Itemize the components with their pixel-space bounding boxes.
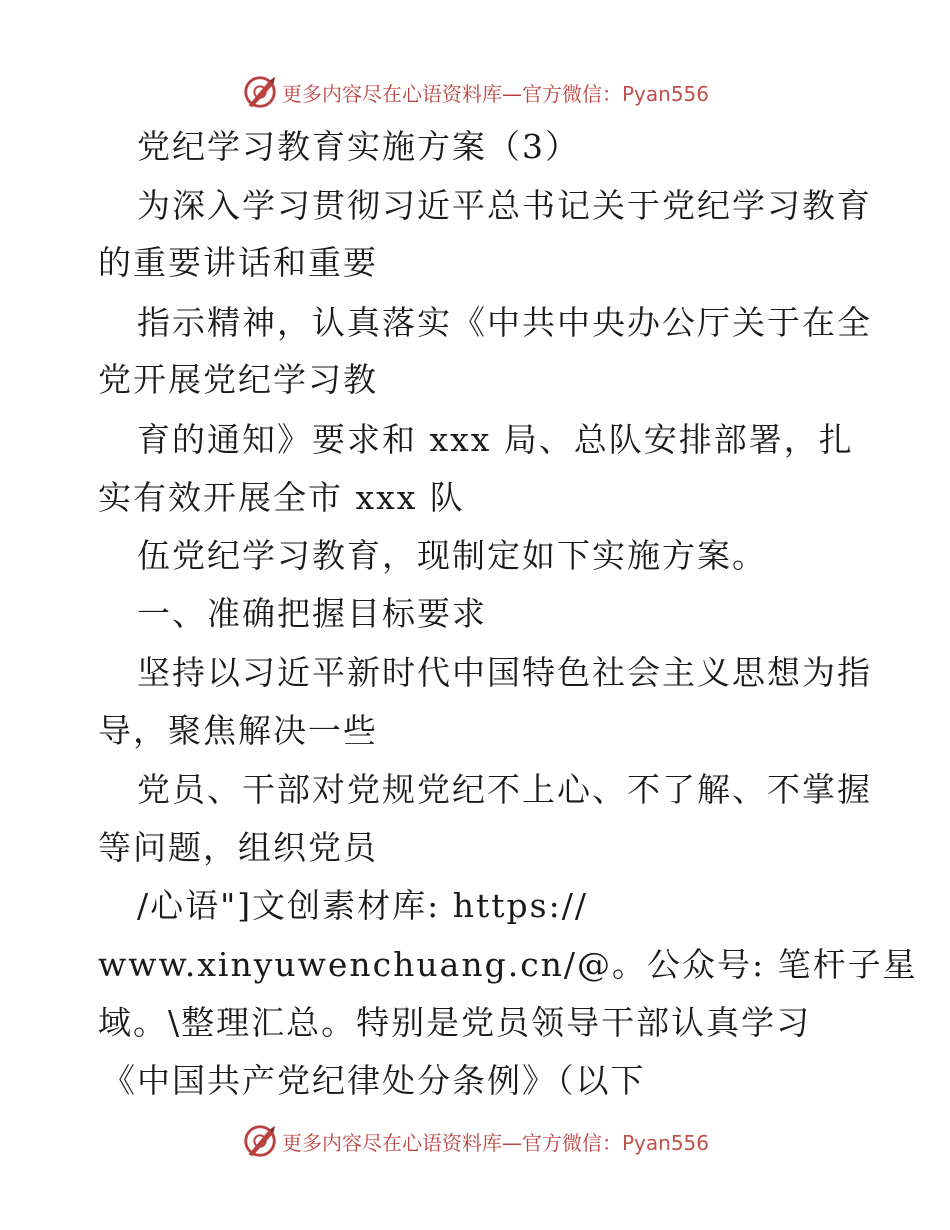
document-title: 党纪学习教育实施方案（3）: [137, 127, 580, 166]
paragraph-line: 坚持以习近平新时代中国特色社会主义思想为指: [137, 653, 872, 692]
section-heading: 一、准确把握目标要求: [137, 594, 487, 633]
logo-icon: [241, 1122, 279, 1160]
paragraph-line: 党开展党纪学习教: [98, 360, 378, 399]
paragraph-line: 指示精神，认真落实《中共中央办公厅关于在全: [137, 303, 872, 342]
paragraph-line: 实有效开展全市 xxx 队: [98, 478, 465, 517]
paragraph-line: 伍党纪学习教育，现制定如下实施方案。: [137, 536, 767, 575]
paragraph-line: 党员、干部对党规党纪不上心、不了解、不掌握: [137, 770, 872, 809]
paragraph-line: 育的通知》要求和 xxx 局、总队安排部署，扎: [137, 420, 854, 459]
logo-icon: [241, 73, 279, 111]
paragraph-line: 的重要讲话和重要: [98, 243, 378, 282]
watermark-header: [0, 72, 950, 112]
paragraph-line: 导，聚焦解决一些: [98, 711, 378, 750]
paragraph-line: 《中国共产党纪律处分条例》（以下: [102, 1061, 646, 1100]
paragraph-line: www.xinyuwenchuang.cn/@。公众号: 笔杆子星: [98, 945, 918, 984]
paragraph-line: 域。\整理汇总。特别是党员领导干部认真学习: [98, 1003, 812, 1042]
watermark-text: 更多内容尽在心语资料库—官方微信：Pyan556: [281, 81, 709, 106]
watermark-footer: [0, 1121, 950, 1161]
paragraph-line: 为深入学习贯彻习近平总书记关于党纪学习教育: [137, 186, 872, 225]
watermark-text: 更多内容尽在心语资料库—官方微信：Pyan556: [281, 1130, 709, 1155]
paragraph-line: /心语"]文创素材库: https://: [137, 886, 588, 925]
paragraph-line: 等问题，组织党员: [98, 828, 378, 867]
